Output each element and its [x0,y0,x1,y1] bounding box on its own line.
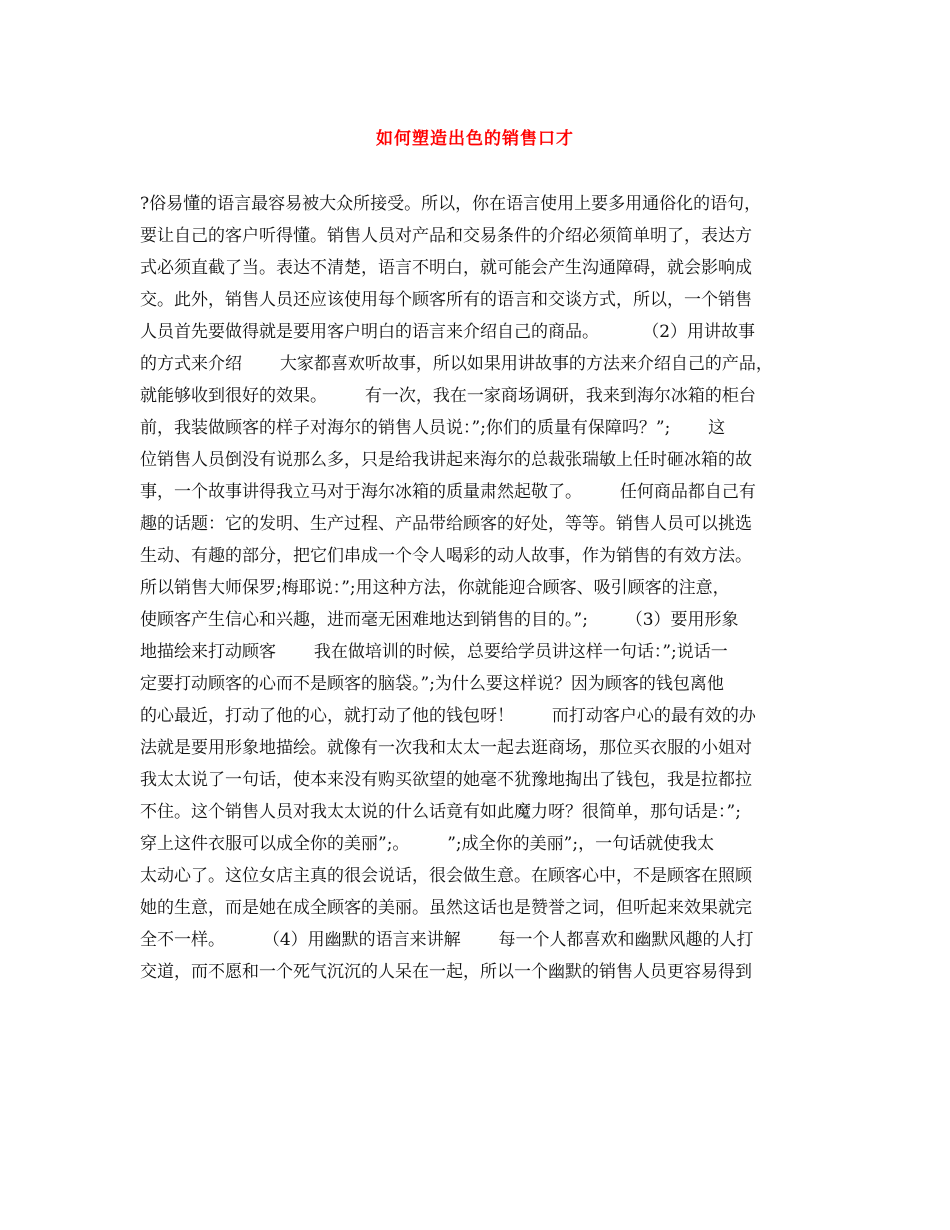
body-line: 交道，而不愿和一个死气沉沉的人呆在一起，所以一个幽默的销售人员更容易得到 [140,962,752,982]
body-line: 太动心了。这位女店主真的很会说话，很会做生意。在顾客心中，不是顾客在照顾 [140,866,752,886]
body-line: 所以销售大师保罗;梅耶说：”;用这种方法，你就能迎合顾客、吸引顾客的注意， [140,578,730,598]
body-line: 人员首先要做得就是要用客户明白的语言来介绍自己的商品。 （2）用讲故事 [140,322,756,342]
body-line: ?俗易懂的语言最容易被大众所接受。所以，你在语言使用上要多用通俗化的语句， [140,194,762,214]
body-line: 使顾客产生信心和兴趣，进而毫无困难地达到销售的目的。”; （3）要用形象 [140,610,739,630]
body-line: 式必须直截了当。表达不清楚，语言不明白，就可能会产生沟通障碍，就会影响成 [140,258,752,278]
body-line: 生动、有趣的部分，把它们串成一个令人喝彩的动人故事，作为销售的有效方法。 [140,546,752,566]
body-line: 我太太说了一句话，使本来没有购买欲望的她毫不犹豫地掏出了钱包，我是拉都拉 [140,770,752,790]
body-line: 趣的话题：它的发明、生产过程、产品带给顾客的好处，等等。销售人员可以挑选 [140,514,752,534]
body-line: 法就是要用形象地描绘。就像有一次我和太太一起去逛商场，那位买衣服的小姐对 [140,738,752,758]
body-line: 地描绘来打动顾客 我在做培训的时候，总要给学员讲这样一句话：”;说话一 [140,642,728,662]
body-line: 位销售人员倒没有说那么多，只是给我讲起来海尔的总裁张瑞敏上任时砸冰箱的故 [140,450,752,470]
body-line: 交。此外，销售人员还应该使用每个顾客所有的语言和交谈方式，所以，一个销售 [140,290,752,310]
body-line: 她的生意，而是她在成全顾客的美丽。虽然这话也是赞誉之词，但听起来效果就完 [140,898,752,918]
body-line: 的心最近，打动了他的心，就打动了他的钱包呀！ 而打动客户心的最有效的办 [140,706,756,726]
body-line: 就能够收到很好的效果。 有一次，我在一家商场调研，我来到海尔冰箱的柜台 [140,386,756,406]
body-line: 定要打动顾客的心而不是顾客的脑袋。”;为什么要这样说？因为顾客的钱包离他 [140,674,724,694]
document-body [140,188,820,988]
body-line: 的方式来介绍 大家都喜欢听故事，所以如果用讲故事的方法来介绍自己的产品， [140,354,773,374]
body-line: 事，一个故事讲得我立马对于海尔冰箱的质量肃然起敬了。 任何商品都自己有 [140,482,756,502]
body-line: 全不一样。 （4）用幽默的语言来讲解 每一个人都喜欢和幽默风趣的人打 [140,930,754,950]
body-line: 穿上这件衣服可以成全你的美丽”;。 ”;成全你的美丽”;，一句话就使我太 [140,834,715,854]
body-line: 前，我装做顾客的样子对海尔的销售人员说：”;你们的质量有保障吗？”; 这 [140,418,726,438]
body-line: 不住。这个销售人员对我太太说的什么话竟有如此魔力呀？很简单，那句话是：”; [140,802,741,822]
body-line: 要让自己的客户听得懂。销售人员对产品和交易条件的介绍必须简单明了，表达方 [140,226,752,246]
document-title: 如何塑造出色的销售口才 [376,129,574,149]
